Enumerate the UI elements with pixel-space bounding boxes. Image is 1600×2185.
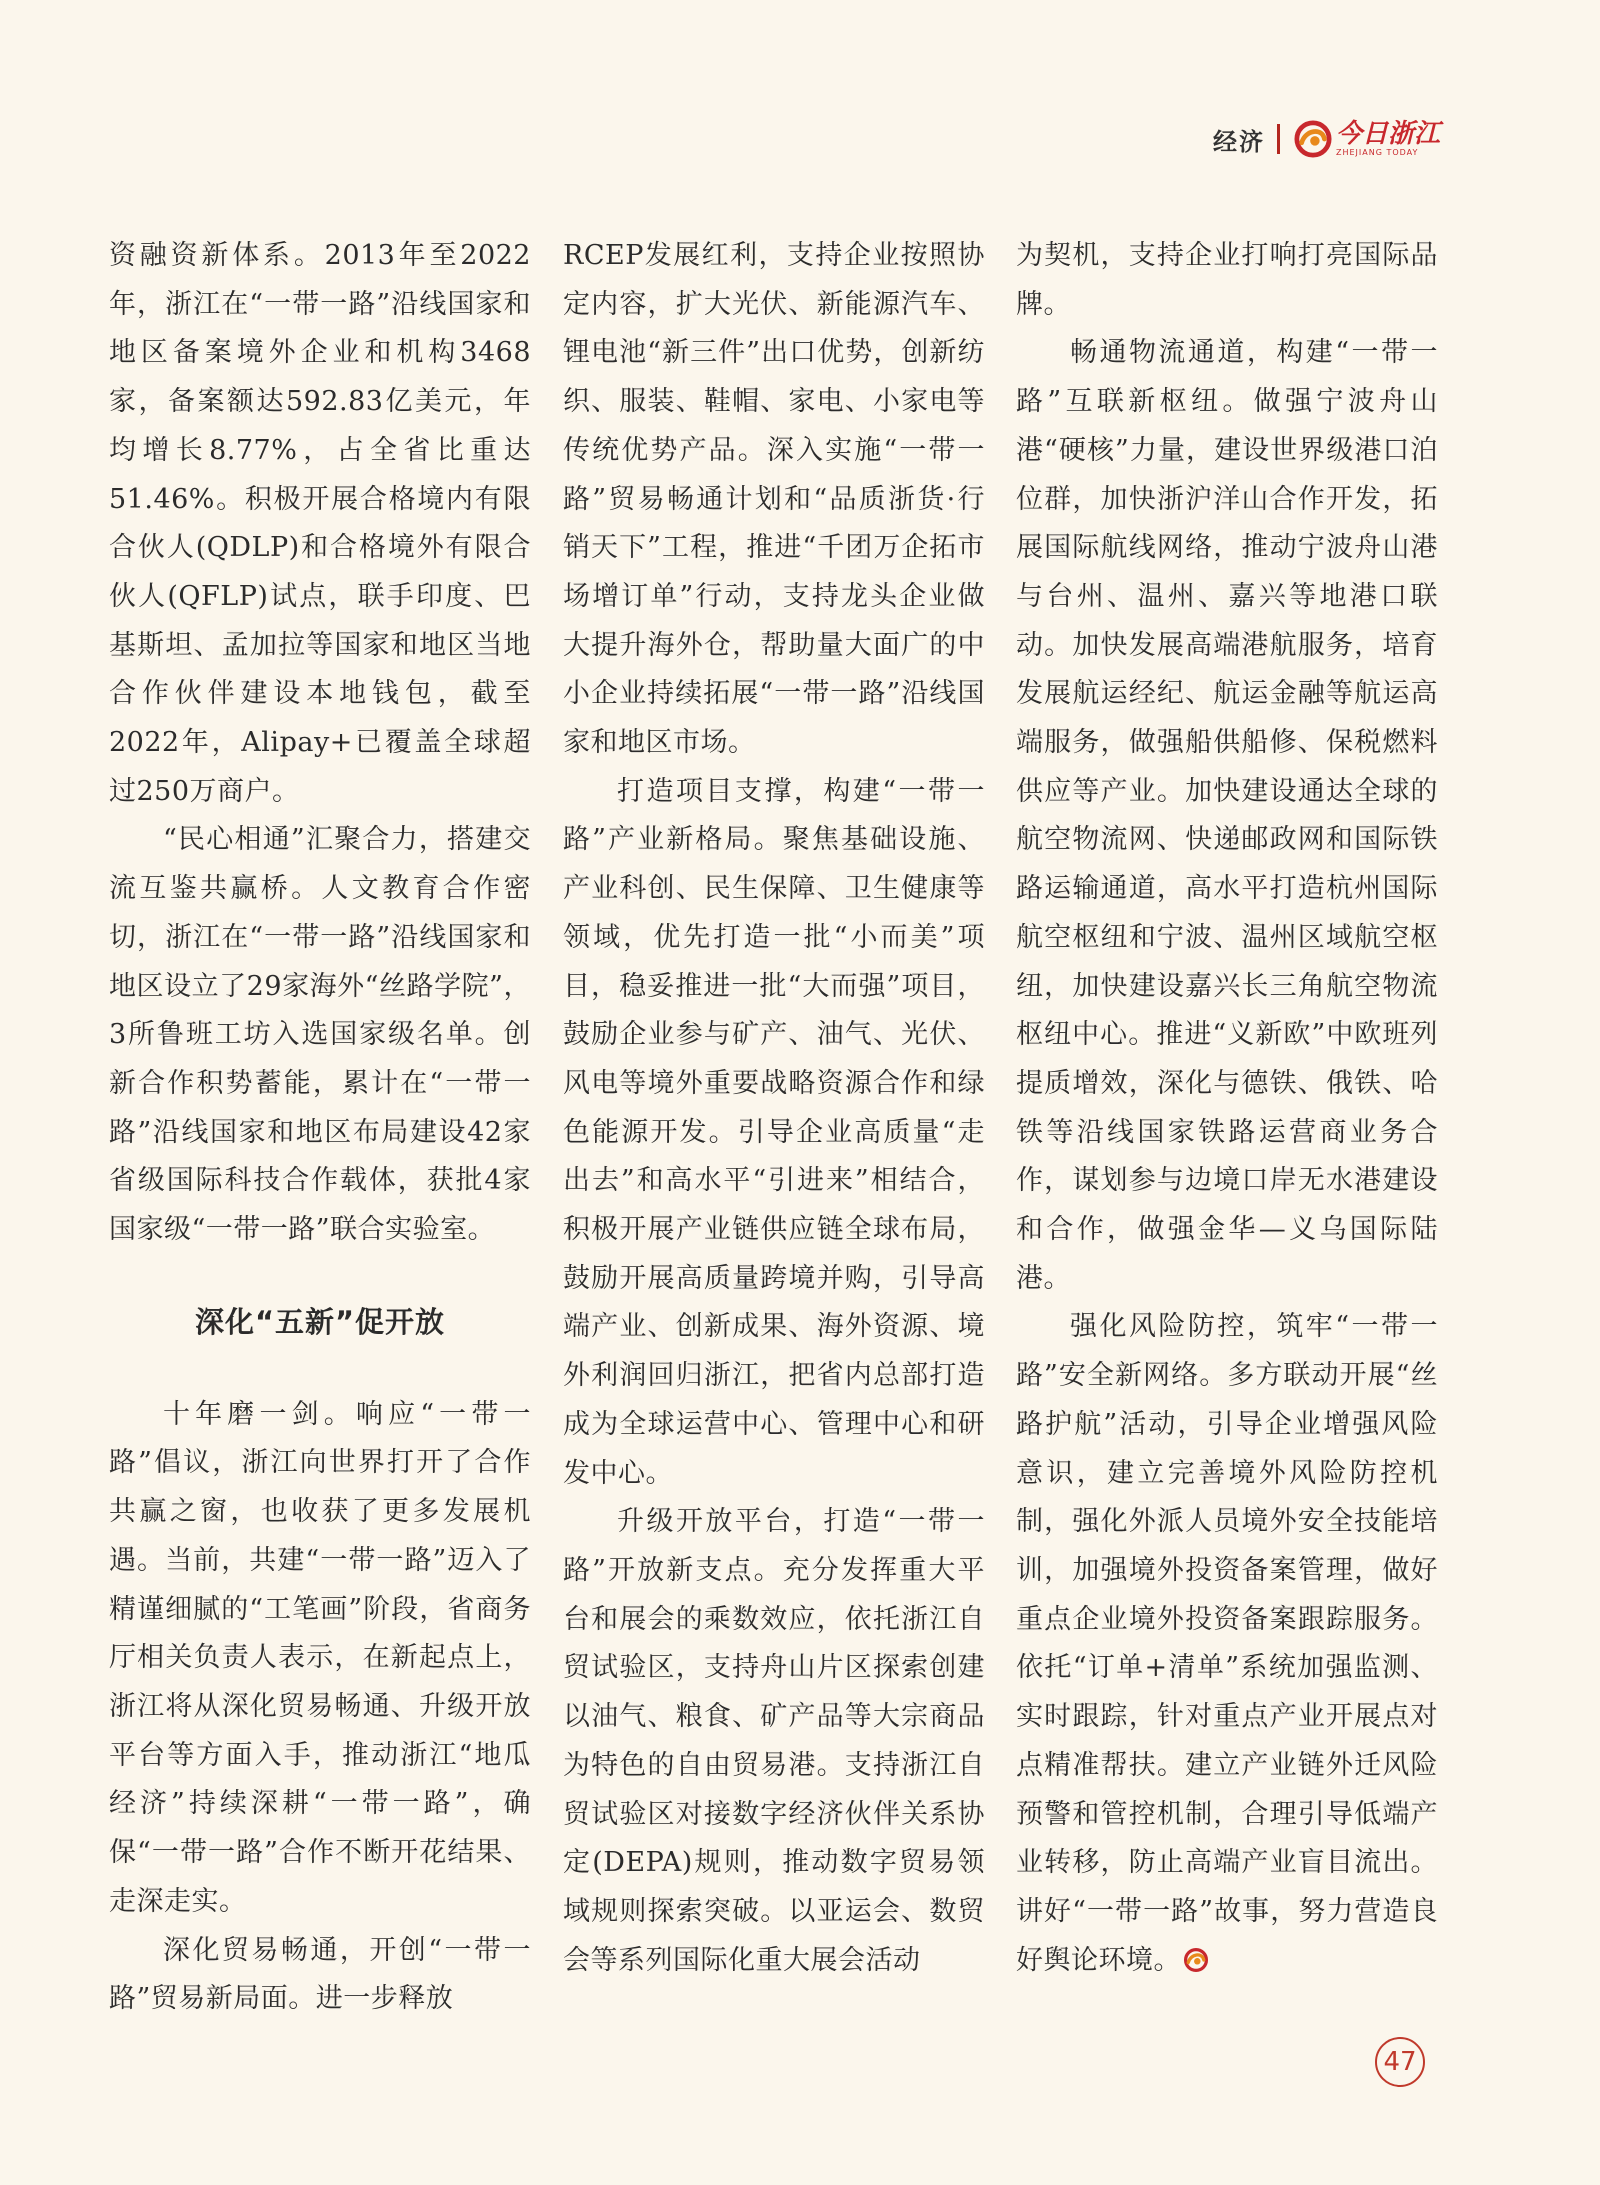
brand-name-en: ZHEJIANG TODAY bbox=[1335, 148, 1419, 157]
paragraph: 资融资新体系。2013年至2022年，浙江在“一带一路”沿线国家和地区备案境外企业和机构3468家，备案额达592.83亿美元，年均增长8.77%，占全省比重达51.46%。积极开展合格境内有限合伙人(QDLP)和合格境外有限合伙人(QFLP)试点，联手印度、巴基斯坦、孟加拉等国家和地区当地合作伙伴建设本地钱包，截至2022年，Alipay+已覆盖全球超过250万商户。 bbox=[109, 240, 531, 807]
paragraph: 十年磨一剑。响应“一带一路”倡议，浙江向世界打开了合作共赢之窗，也收获了更多发展机遇。当前，共建“一带一路”迈入了精谨细腻的“工笔画”阶段，省商务厅相关负责人表示，在新起点上，浙江将从深化贸易畅通、升级开放平台等方面入手，推动浙江“地瓜经济”持续深耕“一带一路”，确保“一带一路”合作不断开花结果、走深走实。 bbox=[109, 1398, 531, 1917]
section-subheading: 深化“五新”促开放 bbox=[194, 1304, 446, 1339]
brand-logo bbox=[1294, 120, 1440, 158]
page-header bbox=[1213, 120, 1440, 158]
page-number: 47 bbox=[1375, 2037, 1425, 2087]
paragraph-text: 强化风险防控，筑牢“一带一路”安全新网络。多方联动开展“丝路护航”活动，引导企业增强风险意识，建立完善境外风险防控机制，强化外派人员境外安全技能培训，加强境外投资备案管理，做好重点企业境外投资备案跟踪服务。依托“订单+清单”系统加强监测、实时跟踪，针对重点产业开展点对点精准帮扶。建立产业链外迁风险预警和管控机制，合理引导低端产业转移，防止高端产业盲目流出。讲好“一带一路”故事，努力营造良好舆论环境。 bbox=[1016, 1311, 1438, 1976]
brand-name: 今日浙江 bbox=[1335, 119, 1440, 149]
paragraph: “民心相通”汇聚合力，搭建交流互鉴共赢桥。人文教育合作密切，浙江在“一带一路”沿线国家和地区设立了29家海外“丝路学院”，3所鲁班工坊入选国家级名单。创新合作积势蓄能，累计在“一带一路”沿线国家和地区布局建设42家省级国际科技合作载体，获批4家国家级“一带一路”联合实验室。 bbox=[109, 824, 531, 1246]
article-end-icon bbox=[1183, 1947, 1209, 1973]
paragraph: RCEP发展红利，支持企业按照协定内容，扩大光伏、新能源汽车、锂电池“新三件”出口优势，创新纺织、服装、鞋帽、家电、小家电等传统优势产品。深入实施“一带一路”贸易畅通计划和“品质浙货·行销天下”工程，推进“千团万企拓市场增订单”行动，支持龙头企业做大提升海外仓，帮助量大面广的中小企业持续拓展“一带一路”沿线国家和地区市场。 bbox=[563, 240, 985, 759]
article-column-3 bbox=[1016, 232, 1438, 1985]
article-column-1 bbox=[109, 232, 531, 2024]
article-column-2 bbox=[563, 232, 985, 1985]
paragraph: 升级开放平台，打造“一带一路”开放新支点。充分发挥重大平台和展会的乘数效应，依托浙江自贸试验区，支持舟山片区探索创建以油气、粮食、矿产品等大宗商品为特色的自由贸易港。支持浙江自贸试验区对接数字经济伙伴关系协定(DEPA)规则，推动数字贸易领域规则探索突破。以亚运会、数贸会等系列国际化重大展会活动 bbox=[563, 1506, 985, 1976]
paragraph: 深化贸易畅通，开创“一带一路”贸易新局面。进一步释放 bbox=[109, 1934, 531, 2015]
section-label: 经济 bbox=[1212, 127, 1265, 156]
paragraph: 畅通物流通道，构建“一带一路”互联新枢纽。做强宁波舟山港“硬核”力量，建设世界级港口泊位群，加快浙沪洋山合作开发，拓展国际航线网络，推动宁波舟山港与台州、温州、嘉兴等地港口联动。加快发展高端港航服务，培育发展航运经纪、航运金融等航运高端服务，做强船供船修、保税燃料供应等产业。加快建设通达全球的航空物流网、快递邮政网和国际铁路运输通道，高水平打造杭州国际航空枢纽和宁波、温州区域航空枢纽，加快建设嘉兴长三角航空物流枢纽中心。推进“义新欧”中欧班列提质增效，深化与德铁、俄铁、哈铁等沿线国家铁路运营商业务合作，谋划参与边境口岸无水港建设和合作，做强金华—义乌国际陆港。 bbox=[1016, 337, 1438, 1294]
paragraph-last bbox=[1016, 1303, 1438, 1985]
paragraph: 打造项目支撑，构建“一带一路”产业新格局。聚焦基础设施、产业科创、民生保障、卫生健康等领域，优先打造一批“小而美”项目，稳妥推进一批“大而强”项目，鼓励企业参与矿产、油气、光伏、风电等境外重要战略资源合作和绿色能源开发。引导企业高质量“走出去”和高水平“引进来”相结合，积极开展产业链供应链全球布局，鼓励开展高质量跨境并购，引导高端产业、创新成果、海外资源、境外利润回归浙江，把省内总部打造成为全球运营中心、管理中心和研发中心。 bbox=[563, 775, 985, 1489]
paragraph: 为契机，支持企业打响打亮国际品牌。 bbox=[1016, 240, 1438, 320]
header-divider bbox=[1277, 124, 1280, 154]
brand-swirl-icon bbox=[1294, 120, 1332, 158]
